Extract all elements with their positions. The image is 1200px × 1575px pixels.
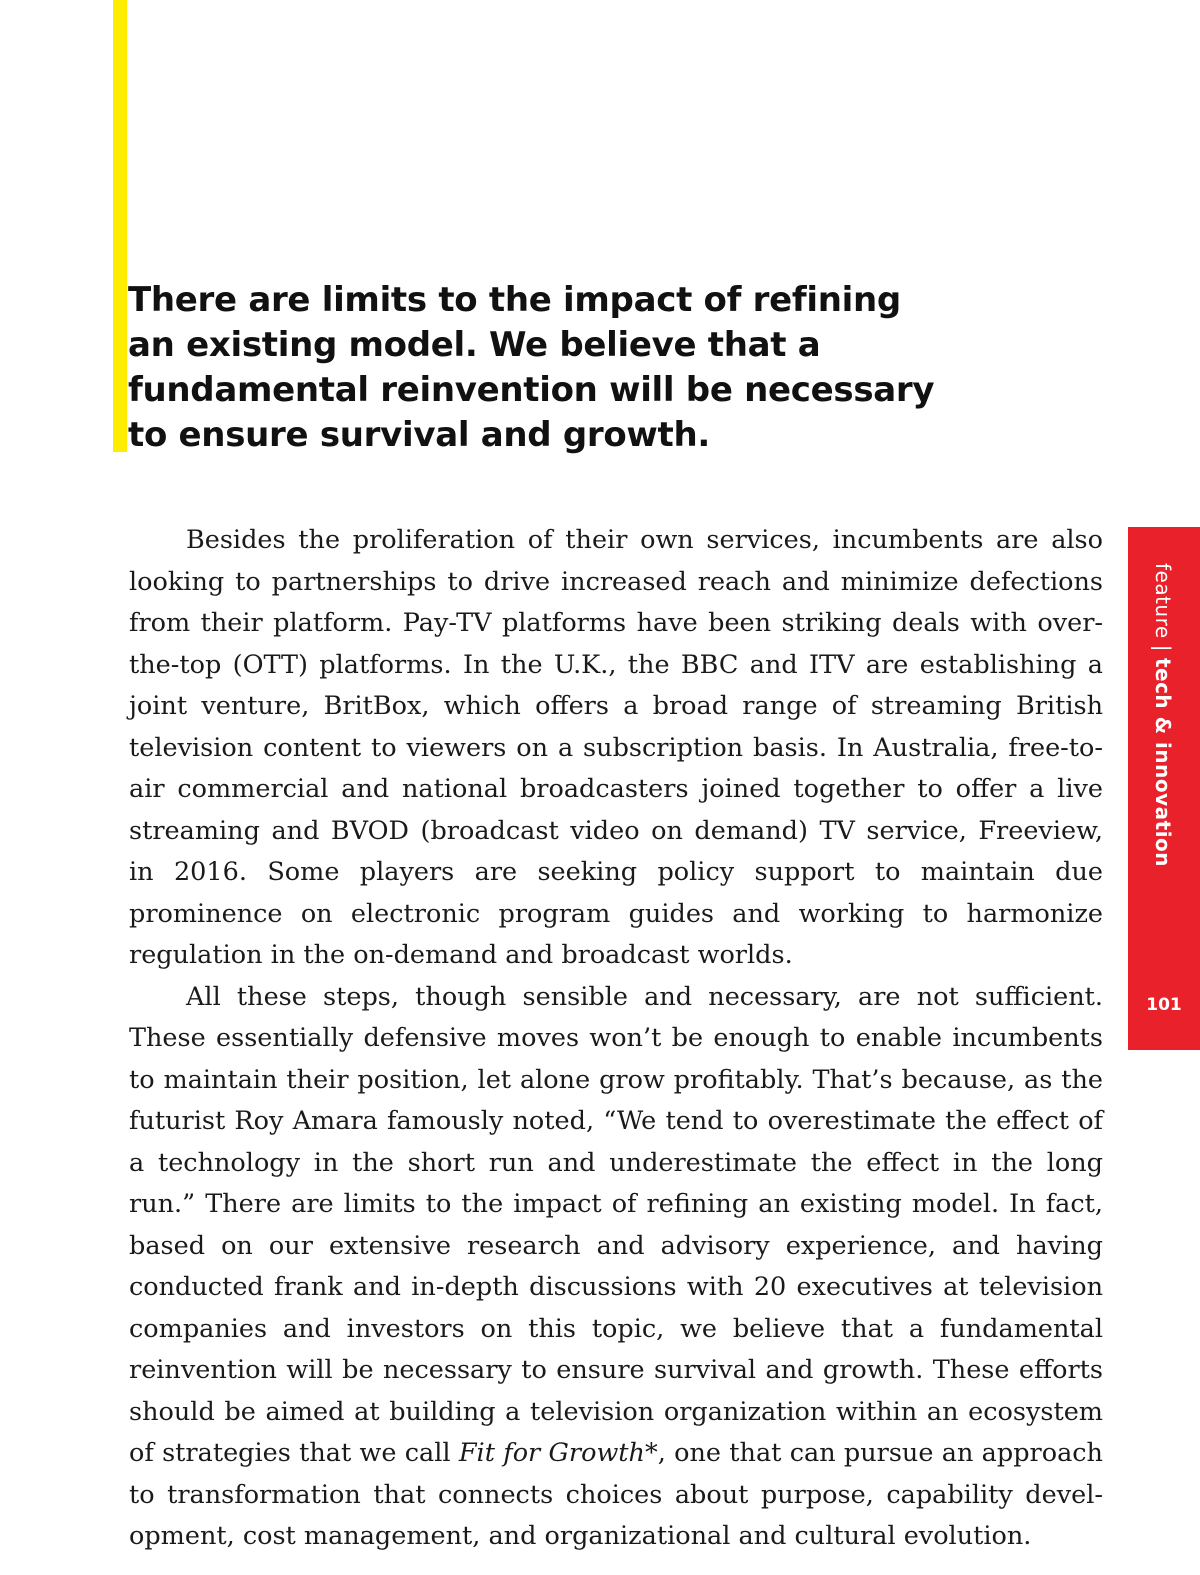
label-separator: |: [1151, 644, 1175, 652]
section-label: [1151, 563, 1175, 867]
body-text: All these steps, though sensible and necessary, are not sufficient. These essentially defensive moves won’t be enough to enable incumbents to maintain their position, let alone grow profitably. That’s because, as the futurist Roy Amara famously noted, “We tend to overestimate the effect of a technology in the short run and underestimate the effect in the long run.” There are limits to the impact of refining an existing model. In fact, based on our extensive research and advisory experience, and having conducted frank and in-depth discussions with 20 executives at television companies and investors on this topic, we believe that a fundamental reinvention will be necessary to ensure survival and growth. These efforts should be aimed at building a television organization within an ecosystem of strategies that we call: [129, 981, 1103, 1468]
body-paragraph: [129, 977, 1103, 1558]
category-label: feature: [1151, 562, 1175, 639]
page-number: 101: [1146, 995, 1182, 1015]
body-paragraph: Besides the proliferation of their own services, incumbents are also looking to partnerships to drive increased reach and minimize defections from their platform. Pay-TV platforms have been striking deals with over-the-top (OTT) platforms. In the U.K., the BBC and ITV are establishing a joint venture, BritBox, which offers a broad range of streaming British television content to viewers on a subscription basis. In Australia, free-to-air commercial and national broadcasters joined together to offer a live streaming and BVOD (broadcast video on demand) TV service, Freeview, in 2016. Some players are seeking policy support to maintain due prominence on electronic program guides and working to harmonize regulation in the on-demand and broadcast worlds.: [129, 525, 1103, 970]
section-name: tech & innovation: [1151, 657, 1175, 868]
pull-quote-line: an existing model. We believe that a: [128, 325, 821, 365]
pull-quote-line: There are limits to the impact of refining: [128, 280, 901, 320]
article-body: [129, 520, 1103, 1558]
pull-quote: [128, 278, 935, 458]
accent-bar: [113, 0, 127, 452]
pull-quote-line: fundamental reinvention will be necessary: [128, 370, 935, 410]
pull-quote-line: to ensure survival and growth.: [128, 415, 711, 455]
italic-term: Fit for Growth: [458, 1438, 645, 1468]
body-text: *, one that can pursue an approach to transformation that connects choices about purpose, capability development, cost management, and organizational and cultural evolution.: [129, 1438, 1103, 1551]
